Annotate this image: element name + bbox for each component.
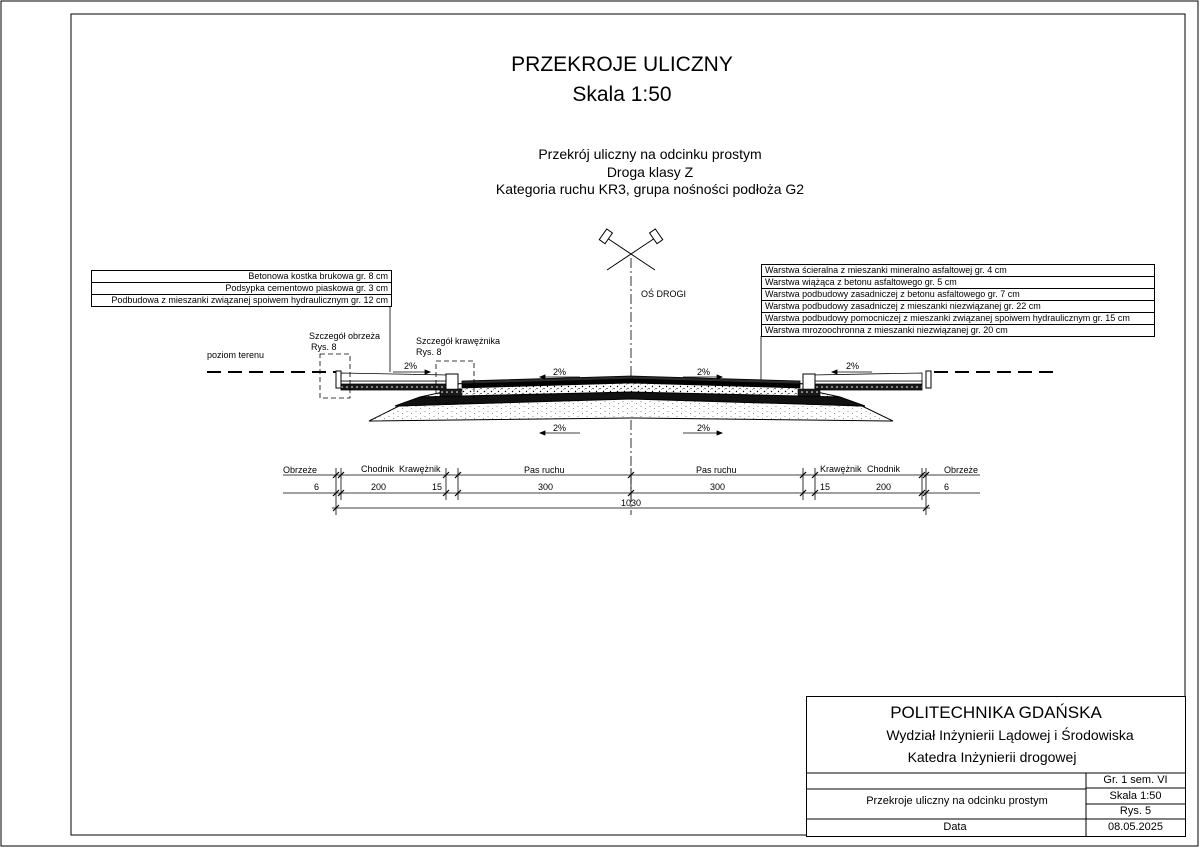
legend-right-row: Warstwa podbudowy zasadniczej z betonu asfaltowego gr. 7 cm — [762, 288, 1154, 300]
dim-value-total: 1030 — [621, 498, 642, 508]
detail-edge-ref: Rys. 8 — [311, 342, 337, 352]
legend-right-row: Warstwa podbudowy zasadniczej z mieszanki niezwiązanej gr. 22 cm — [762, 300, 1154, 312]
sidewalk-left-bedding — [341, 381, 448, 384]
dim-value-chodnik-right: 200 — [876, 482, 892, 492]
legend-right-row: Warstwa wiążąca z betonu asfaltowego gr. 5 cm — [762, 276, 1154, 288]
traffic-category: Kategoria ruchu KR3, grupa nośności podłoża G2 — [495, 181, 805, 197]
dim-name-chodnik-left: Chodnik — [361, 464, 395, 474]
dim-name-obrzeze-left: Obrzeże — [283, 465, 318, 475]
edge-right — [926, 371, 931, 388]
dim-name-chodnik-right: Chodnik — [867, 464, 901, 474]
dim-value-pas-left: 300 — [538, 482, 554, 492]
ground-level-label: poziom terenu — [207, 350, 265, 360]
date-label: Data — [943, 821, 967, 833]
legend-right-row: Warstwa podbudowy pomocniczej z mieszanki związanej spoiwem hydraulicznym gr. 15 cm — [762, 312, 1154, 324]
legend-right-row: Warstwa ścieralna z mieszanki mineralno asfaltowej gr. 4 cm — [765, 265, 1007, 275]
legend-left-layers — [91, 270, 392, 307]
legend-left-row: Podbudowa z mieszanki związanej spoiwem hydraulicznym gr. 12 cm — [92, 294, 391, 306]
sidewalk-right-bedding — [812, 381, 922, 384]
road-axis-label: OŚ DROGI — [641, 289, 687, 299]
slope-label-base-left: 2% — [553, 423, 567, 433]
dim-name-kraweznik-right: Krawężnik — [820, 464, 862, 474]
group-info: Gr. 1 sem. VI — [1103, 774, 1168, 786]
slope-label-lane-left: 2% — [553, 367, 567, 377]
legend-left-row: Betonowa kostka brukowa gr. 8 cm — [248, 271, 388, 281]
legend-right-layers — [761, 264, 1155, 337]
legend-left-row: Podsypka cementowo piaskowa gr. 3 cm — [92, 282, 391, 294]
slope-label-base-right: 2% — [697, 423, 711, 433]
detail-curb-label: Szczegół krawężnika — [416, 336, 501, 346]
dim-name-pas-left: Pas ruchu — [524, 465, 565, 475]
curb-left-foundation — [440, 389, 462, 396]
drawing-title: PRZEKROJE ULICZNY — [511, 53, 733, 76]
curb-right-foundation — [798, 389, 820, 396]
section-description: Przekrój uliczny na odcinku prostym — [538, 146, 762, 162]
slope-label-sidewalk-left: 2% — [404, 361, 418, 371]
faculty-name: Wydział Inżynierii Lądowej i Środowiska — [886, 727, 1134, 743]
dim-value-obrzeze-right: 6 — [944, 482, 950, 492]
edge-left — [336, 371, 341, 388]
university-name: POLITECHNIKA GDAŃSKA — [890, 703, 1102, 722]
sidewalk-right-foundation — [812, 384, 922, 390]
drawing-number-cell: Rys. 5 — [1119, 805, 1152, 817]
dim-value-chodnik-left: 200 — [371, 482, 387, 492]
slope-label-sidewalk-right: 2% — [846, 361, 860, 371]
dim-name-obrzeze-right: Obrzeże — [944, 465, 979, 475]
road-class: Droga klasy Z — [606, 164, 694, 180]
scale-cell: Skala 1:50 — [1109, 790, 1162, 802]
dim-value-kraweznik-right: 15 — [820, 482, 831, 492]
slope-label-lane-right: 2% — [697, 367, 711, 377]
legend-right-row: Warstwa mrozoochronna z mieszanki niezwiązanej gr. 20 cm — [762, 324, 1154, 336]
dim-value-obrzeze-left: 6 — [314, 482, 320, 492]
detail-curb-ref: Rys. 8 — [416, 347, 442, 357]
title-block — [806, 696, 1186, 837]
dim-name-pas-right: Pas ruchu — [696, 465, 737, 475]
sidewalk-right-paving — [812, 373, 922, 381]
detail-edge-label: Szczegół obrzeża — [309, 331, 381, 341]
sidewalk-left-foundation — [341, 384, 448, 390]
drawing-scale: Skala 1:50 — [572, 83, 672, 106]
dim-name-kraweznik-left: Krawężnik — [399, 464, 441, 474]
dim-value-kraweznik-left: 15 — [432, 482, 443, 492]
department-name: Katedra Inżynierii drogowej — [907, 749, 1077, 765]
sidewalk-left-paving — [341, 373, 448, 381]
drawing-title-cell: Przekroje uliczny na odcinku prostym — [866, 795, 1048, 807]
dim-value-pas-right: 300 — [710, 482, 726, 492]
date-value: 08.05.2025 — [1107, 821, 1164, 833]
